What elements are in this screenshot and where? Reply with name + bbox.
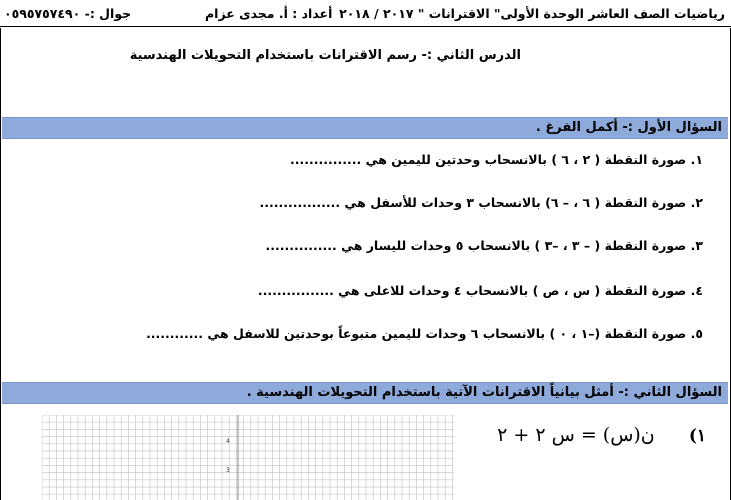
item-number: ١): [688, 426, 706, 446]
y-tick-label: 4: [226, 438, 230, 445]
document-title: رياضيات الصف العاشر الوحدة الأولى" الاقترانات " ٢٠١٧ / ٢٠١٨: [339, 6, 725, 21]
equation-text: ن(س) = س ٢ + ٢: [497, 424, 655, 446]
question-item: ٣. صورة النقطة ( – ٣ ، –٣ ) بالانسحاب ٥ وحدات لليسار هي ...............: [265, 238, 703, 253]
question-item: ٢. صورة النقطة ( ٦ ، – ٦) بالانسحاب ٣ وحدات للأسفل هي .................: [259, 195, 703, 210]
lesson-title: الدرس الثاني :- رسم الاقترانات باستخدام التحويلات الهندسية: [129, 48, 521, 63]
author-label: أعداد : أ. مجدى عزام: [205, 6, 333, 21]
function-equation: [497, 424, 706, 446]
section-heading-bar: [2, 382, 728, 404]
question-item: ٤. صورة النقطة ( س ، ص ) بالانسحاب ٤ وحدات للاعلى هي ................: [257, 283, 703, 298]
graph-grid: [42, 415, 454, 500]
question1-heading: السؤال الأول :- أكمل الفرغ .: [535, 120, 722, 135]
question2-heading: السؤال الثاني :- أمثل بيانياً الاقترانات الآتية باستخدام التحويلات الهندسية .: [246, 385, 722, 400]
question-item: ٥. صورة النقطة (–١ ، ٠ ) بالانسحاب ٦ وحدات لليمين متبوعاً بوحدتين للاسفل هي ............: [146, 326, 703, 341]
section-heading-bar: [2, 117, 728, 139]
page-header: [0, 0, 731, 27]
y-tick-label: 3: [226, 467, 230, 474]
phone-label: جوال :- ٠٥٩٥٧٥٧٤٩٠: [4, 6, 132, 21]
question-item: ١. صورة النقطة ( ٢ ، ٦ ) بالانسحاب وحدتين لليمين هي ...............: [290, 152, 703, 167]
